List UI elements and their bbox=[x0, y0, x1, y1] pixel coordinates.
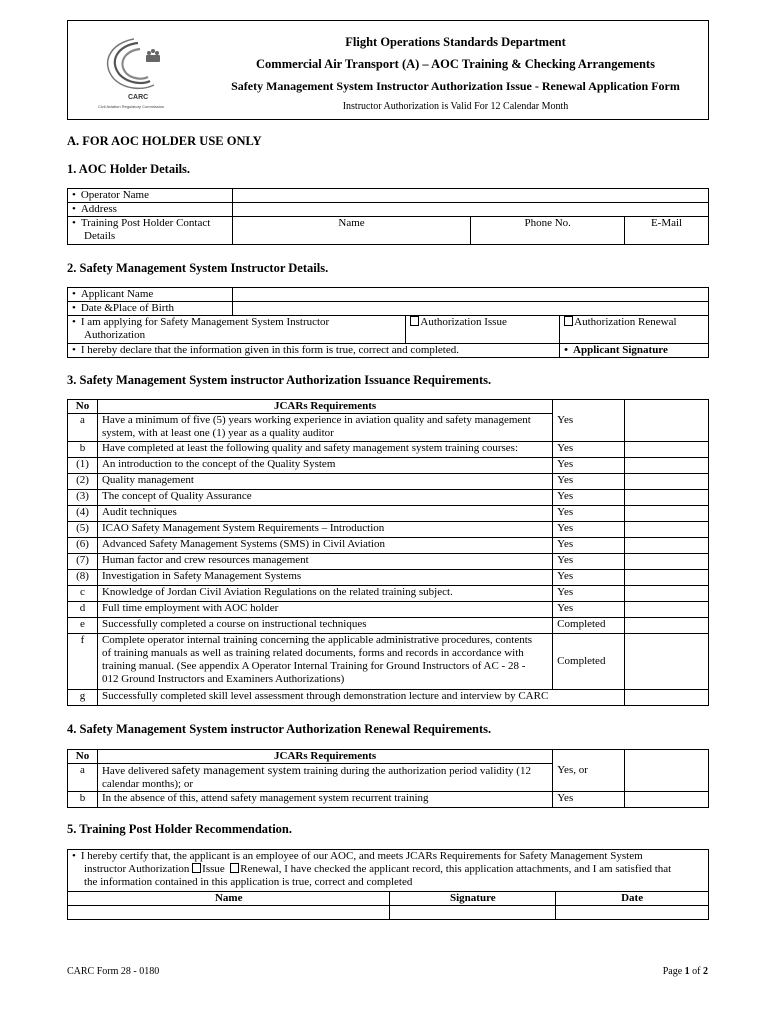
row-remark[interactable] bbox=[625, 634, 709, 690]
recommendation-table bbox=[67, 849, 709, 920]
row-req: Complete operator internal training concerning the applicable administrative procedures, contents of training manuals as well as training related documents, forms and records in accordance with training manual. (See appendix A Operator Internal Training for Ground Instructors of AC - 28 - 012 Ground Instructors and Examiners Authorizations) bbox=[97, 634, 552, 690]
operator-name-label: • Operator Name bbox=[68, 189, 233, 203]
row-val: Yes bbox=[553, 602, 625, 618]
subject-title: Commercial Air Transport (A) – AOC Training & Checking Arrangements bbox=[256, 57, 655, 71]
recommender-name-field[interactable] bbox=[68, 906, 390, 920]
row-remark[interactable] bbox=[625, 570, 709, 586]
row-val: Completed bbox=[553, 618, 625, 634]
row-req: ICAO Safety Management System Requirements – Introduction bbox=[97, 522, 552, 538]
section-5-heading: 5. Training Post Holder Recommendation. bbox=[67, 822, 292, 836]
section-3-heading: 3. Safety Management System instructor Authorization Issuance Requirements. bbox=[67, 373, 492, 387]
contact-name-field[interactable]: Name bbox=[232, 217, 471, 245]
row-req: Quality management bbox=[97, 474, 552, 490]
row-remark[interactable] bbox=[625, 690, 709, 706]
row-no: (3) bbox=[68, 490, 98, 506]
renewal-a-value: Yes, or bbox=[553, 750, 625, 792]
row-no: g bbox=[68, 690, 98, 706]
declaration-text: • I hereby declare that the information given in this form is true, correct and completed. bbox=[68, 344, 560, 358]
logo-text: CARC bbox=[128, 94, 149, 101]
col-no-header: No bbox=[68, 400, 98, 414]
row-val: Yes bbox=[553, 442, 625, 458]
row-remark[interactable] bbox=[625, 490, 709, 506]
row-val: Yes bbox=[553, 474, 625, 490]
row-val: Yes bbox=[553, 586, 625, 602]
table-row bbox=[68, 554, 709, 570]
page-number: Page 1 of 2 bbox=[662, 966, 708, 977]
req-a-no: a bbox=[68, 414, 98, 442]
row-req: The concept of Quality Assurance bbox=[97, 490, 552, 506]
certification-text: • I hereby certify that, the applicant is an employee of our AOC, and meets JCARs Requirements for Safety Management System instructor Authorization Issue Renewal, I have checked the applicant record, this application attachments, and I am satisfied that the information contained in this application is true, correct and completed bbox=[68, 850, 709, 892]
row-remark[interactable] bbox=[625, 554, 709, 570]
recommend-issue-checkbox[interactable] bbox=[192, 863, 201, 873]
carc-logo bbox=[80, 35, 200, 111]
applicant-signature-field[interactable]: • Applicant Signature bbox=[560, 344, 709, 358]
issuance-requirements-table bbox=[67, 399, 709, 706]
row-no: (5) bbox=[68, 522, 98, 538]
req-a-remark[interactable] bbox=[625, 400, 709, 442]
instructor-details-table bbox=[67, 287, 709, 358]
row-remark[interactable] bbox=[625, 458, 709, 474]
row-val: Yes bbox=[553, 792, 625, 808]
renewal-a-no: a bbox=[68, 764, 98, 792]
table-row bbox=[68, 506, 709, 522]
row-req: An introduction to the concept of the Quality System bbox=[97, 458, 552, 474]
row-val: Yes bbox=[553, 522, 625, 538]
aoc-holder-table bbox=[67, 188, 709, 245]
header-text bbox=[208, 35, 703, 112]
row-remark[interactable] bbox=[625, 602, 709, 618]
req-a-value: Yes bbox=[553, 400, 625, 442]
dob-field[interactable] bbox=[232, 302, 708, 316]
col-date-header: Date bbox=[556, 892, 709, 906]
row-no: f bbox=[68, 634, 98, 690]
row-req: Audit techniques bbox=[97, 506, 552, 522]
recommend-renewal-checkbox[interactable] bbox=[230, 863, 239, 873]
row-no: b bbox=[68, 792, 98, 808]
table-row bbox=[68, 458, 709, 474]
table-row bbox=[68, 538, 709, 554]
row-no: d bbox=[68, 602, 98, 618]
logo-caption: Civil Aviation Regulatory Commission bbox=[98, 104, 165, 109]
address-label: • Address bbox=[68, 203, 233, 217]
section-1-heading: 1. AOC Holder Details. bbox=[67, 162, 191, 176]
table-row bbox=[68, 618, 709, 634]
row-no: b bbox=[68, 442, 98, 458]
row-remark[interactable] bbox=[625, 442, 709, 458]
col-requirements-header: JCARs Requirements bbox=[97, 400, 552, 414]
table-row bbox=[68, 634, 709, 690]
authorization-renewal-option[interactable]: Authorization Renewal bbox=[560, 316, 709, 344]
renewal-checkbox[interactable] bbox=[564, 316, 573, 326]
department-title: Flight Operations Standards Department bbox=[345, 35, 566, 49]
row-req: Knowledge of Jordan Civil Aviation Regulations on the related training subject. bbox=[97, 586, 552, 602]
table-row bbox=[68, 570, 709, 586]
address-field[interactable] bbox=[232, 203, 708, 217]
row-req: In the absence of this, attend safety management system recurrent training bbox=[97, 792, 552, 808]
dob-label: • Date &Place of Birth bbox=[68, 302, 233, 316]
row-val: Yes bbox=[553, 458, 625, 474]
col-requirements-header: JCARs Requirements bbox=[97, 750, 552, 764]
col-name-header: Name bbox=[68, 892, 390, 906]
col-signature-header: Signature bbox=[390, 892, 556, 906]
row-val: Yes bbox=[553, 538, 625, 554]
row-no: (7) bbox=[68, 554, 98, 570]
contact-phone-field[interactable]: Phone No. bbox=[471, 217, 625, 245]
row-req: Successfully completed a course on instructional techniques bbox=[97, 618, 552, 634]
renewal-requirements-table bbox=[67, 749, 709, 808]
row-no: (4) bbox=[68, 506, 98, 522]
row-req: Human factor and crew resources management bbox=[97, 554, 552, 570]
row-remark[interactable] bbox=[625, 538, 709, 554]
form-number: CARC Form 28 - 0180 bbox=[67, 966, 160, 977]
renewal-a-text: Have delivered safety management system training during the authorization period validity (12 calendar months); or bbox=[97, 764, 552, 792]
table-row bbox=[68, 602, 709, 618]
table-row bbox=[68, 522, 709, 538]
form-title: Safety Management System Instructor Authorization Issue - Renewal Application Form bbox=[231, 79, 680, 93]
section-2-heading: 2. Safety Management System Instructor Details. bbox=[67, 261, 329, 275]
applicant-name-label: • Applicant Name bbox=[68, 288, 233, 302]
table-row bbox=[68, 792, 709, 808]
table-row bbox=[68, 474, 709, 490]
contact-email-field[interactable]: E-Mail bbox=[625, 217, 709, 245]
row-remark[interactable] bbox=[625, 522, 709, 538]
row-remark[interactable] bbox=[625, 474, 709, 490]
row-remark[interactable] bbox=[625, 506, 709, 522]
row-val: Yes bbox=[553, 506, 625, 522]
row-req: Have completed at least the following quality and safety management system training courses: bbox=[97, 442, 552, 458]
row-no: (8) bbox=[68, 570, 98, 586]
col-no-header: No bbox=[68, 750, 98, 764]
recommender-signature-field[interactable] bbox=[390, 906, 556, 920]
section-a-heading: A. FOR AOC HOLDER USE ONLY bbox=[67, 134, 262, 148]
row-val: Yes bbox=[553, 490, 625, 506]
renewal-a-remark[interactable] bbox=[625, 750, 709, 792]
row-val: Yes bbox=[553, 554, 625, 570]
table-row bbox=[68, 586, 709, 602]
row-val: Completed bbox=[553, 634, 625, 690]
applicant-name-field[interactable] bbox=[232, 288, 708, 302]
validity-note: Instructor Authorization is Valid For 12 Calendar Month bbox=[342, 101, 569, 112]
table-row bbox=[68, 690, 709, 706]
row-val: Yes bbox=[553, 570, 625, 586]
row-no: c bbox=[68, 586, 98, 602]
recommender-date-field[interactable] bbox=[556, 906, 709, 920]
row-remark[interactable] bbox=[625, 586, 709, 602]
contact-label: • Training Post Holder Contact Details bbox=[68, 217, 233, 245]
row-req: Advanced Safety Management Systems (SMS) in Civil Aviation bbox=[97, 538, 552, 554]
row-no: (1) bbox=[68, 458, 98, 474]
row-req: Successfully completed skill level assessment through demonstration lecture and interview by CARC bbox=[97, 690, 624, 706]
req-a-text: Have a minimum of five (5) years working experience in aviation quality and safety management system, with at least one (1) year as a quality auditor bbox=[97, 414, 552, 442]
row-no: (2) bbox=[68, 474, 98, 490]
row-remark[interactable] bbox=[625, 618, 709, 634]
row-no: e bbox=[68, 618, 98, 634]
table-row bbox=[68, 490, 709, 506]
row-req: Investigation in Safety Management Systems bbox=[97, 570, 552, 586]
row-no: (6) bbox=[68, 538, 98, 554]
applying-label: • I am applying for Safety Management System Instructor Authorization bbox=[68, 316, 406, 344]
operator-name-field[interactable] bbox=[232, 189, 708, 203]
authorization-issue-option[interactable]: Authorization Issue bbox=[406, 316, 560, 344]
section-4-heading: 4. Safety Management System instructor Authorization Renewal Requirements. bbox=[67, 722, 492, 736]
row-req: Full time employment with AOC holder bbox=[97, 602, 552, 618]
table-row bbox=[68, 442, 709, 458]
row-remark[interactable] bbox=[625, 792, 709, 808]
header-box bbox=[67, 20, 709, 120]
issue-checkbox[interactable] bbox=[410, 316, 419, 326]
